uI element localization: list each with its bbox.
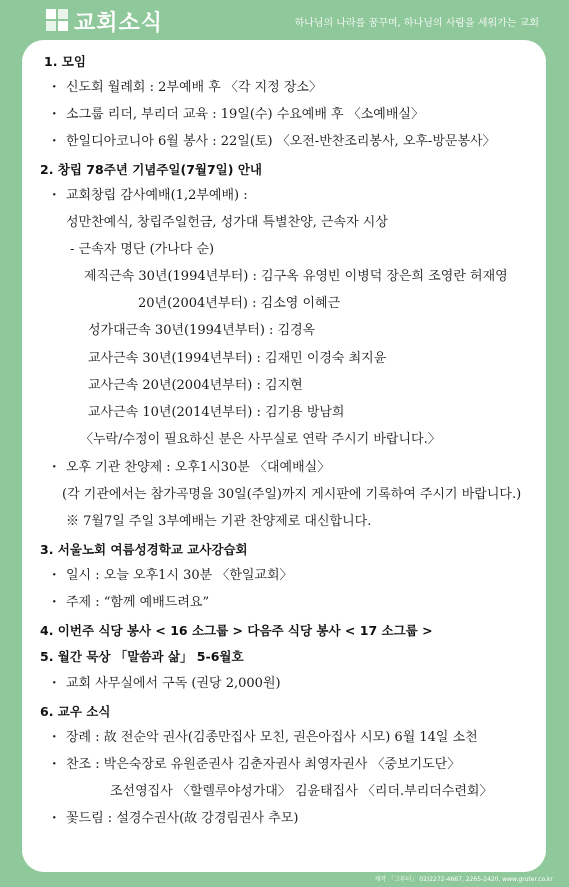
- list-item-detail: 교사근속 20년(2004년부터) : 김지현: [88, 378, 303, 393]
- section-title-member-news: 6. 교우 소식: [40, 704, 111, 719]
- list-item: · 교회창립 감사예배(1,2부예배) :: [52, 187, 248, 205]
- list-item-detail: 성가대근속 30년(1994년부터) : 김경옥: [88, 323, 316, 338]
- list-item-note: 〈누락/수정이 필요하신 분은 사무실로 연락 주시기 바랍니다.〉: [80, 432, 441, 447]
- list-item-detail: 성만찬예식, 창립주일헌금, 성가대 특별찬양, 근속자 시상: [66, 215, 388, 230]
- section-title-kitchen-service: 4. 이번주 식당 봉사 < 16 소그룹 > 다음주 식당 봉사 < 17 소그룹 >: [40, 623, 433, 638]
- list-item-note: (각 기관에서는 참가곡명을 30일(주일)까지 게시판에 기록하여 주시기 바랍니다.): [62, 487, 522, 502]
- list-item: · 일시 : 오늘 오후1시 30분 〈한일교회〉: [52, 567, 293, 585]
- page-title: 교회소식: [74, 11, 164, 36]
- list-item-detail: 20년(2004년부터) : 김소영 이혜근: [138, 296, 341, 311]
- section-title-monthly-devotion: 5. 월간 묵상 「말씀과 삶」 5-6월호: [40, 649, 244, 664]
- church-motto: 하나님의 나라를 꿈꾸며, 하나님의 사람을 세워가는 교회: [294, 18, 539, 29]
- list-item: · 찬조 : 박은숙장로 유원준권사 김춘자권사 최영자권사 〈중보기도단〉: [52, 756, 460, 774]
- section-title-teacher-workshop: 3. 서울노회 여름성경학교 교사강습회: [40, 542, 248, 557]
- list-item-detail: 조선영집사 〈할렐루야성가대〉 김윤태집사 〈리더.부리더수련회〉: [110, 784, 493, 799]
- section-title-meetings: 1. 모임: [44, 54, 86, 69]
- list-item-detail: 교사근속 10년(2014년부터) : 김기용 방남희: [88, 405, 345, 420]
- list-item-note: ※ 7월7일 주일 3부예배는 기관 찬양제로 대신합니다.: [66, 514, 372, 529]
- church-logo-icon: [46, 9, 68, 31]
- list-item: · 소그룹 리더, 부리더 교육 : 19일(수) 수요예배 후 〈소예배실〉: [52, 106, 424, 124]
- list-item: · 오후 기관 찬양제 : 오후1시30분 〈대예배실〉: [52, 459, 330, 477]
- list-item-detail: 교사근속 30년(1994년부터) : 김재민 이경숙 최지윤: [88, 351, 387, 366]
- list-item: · 꽃드림 : 설경수권사(故 강경림권사 추모): [52, 810, 298, 828]
- list-item: · 교회 사무실에서 구독 (권당 2,000원): [52, 675, 281, 693]
- section-title-anniversary: 2. 창립 78주년 기념주일(7월7일) 안내: [40, 162, 262, 177]
- header: [0, 0, 569, 40]
- list-subheading: - 근속자 명단 (가나다 순): [70, 242, 215, 257]
- list-item: · 장례 : 故 전순악 권사(김종만집사 모친, 권은아집사 시모) 6월 14일 소천: [52, 729, 478, 747]
- list-item-detail: 제직근속 30년(1994년부터) : 김구옥 유영빈 이병덕 장은희 조영란 허재영: [84, 269, 508, 284]
- print-credit: 제작 「그루터」 02)2272-4667, 2265-2420, www.gruter.co.kr: [374, 876, 553, 883]
- list-item: · 한일디아코니아 6월 봉사 : 22일(토) 〈오전-반찬조리봉사, 오후-방문봉사〉: [52, 133, 496, 151]
- list-item: · 주제 : “함께 예배드려요”: [52, 594, 209, 612]
- list-item: · 신도회 월례회 : 2부예배 후 〈각 지정 장소〉: [52, 79, 322, 97]
